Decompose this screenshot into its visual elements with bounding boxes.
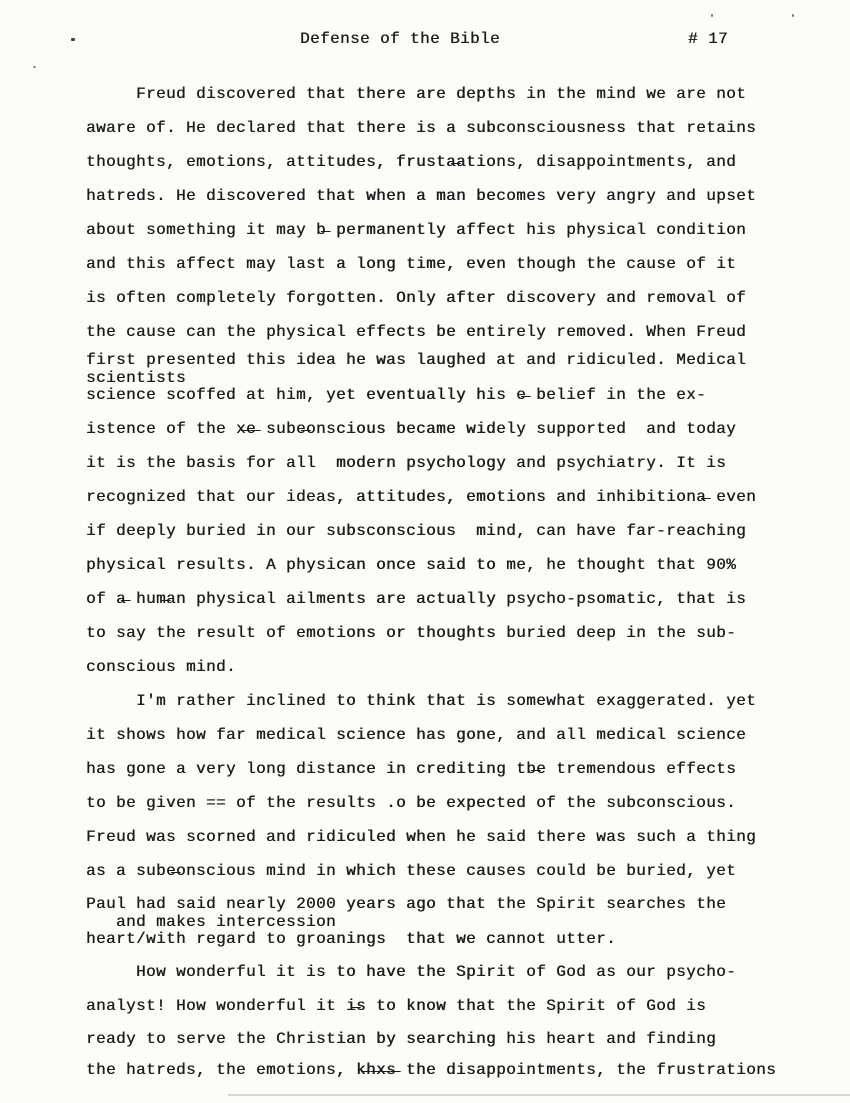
ink-speck	[33, 66, 36, 68]
text-line: science scoffed at him, yet eventually his e̶ belief in the ex-	[86, 386, 707, 404]
text-line: if deeply buried in our subsconscious mind, can have far-reaching	[86, 522, 747, 540]
text-line: Freud was scorned and ridiculed when he said there was such a thing	[86, 828, 757, 846]
text-line: as a sube̶onscious mind in which these causes could be buried, yet	[86, 862, 737, 880]
page-number: # 17	[688, 30, 729, 48]
text-line-insertion: scientists	[86, 369, 187, 387]
text-line: to say the result of emotions or thoughts buried deep in the sub-	[86, 624, 737, 642]
ink-speck	[71, 38, 75, 41]
text-line: and this affect may last a long time, even though the cause of it	[86, 255, 737, 273]
text-line: Paul had said nearly 2000 years ago that the Spirit searches the	[86, 895, 727, 913]
text-line: heart/with regard to groanings that we cannot utter.	[86, 930, 617, 948]
text-line: about something it may b̶ permanently affect his physical condition	[86, 221, 747, 239]
text-line: it is the basis for all modern psychology and psychiatry. It is	[86, 454, 727, 472]
text-line: of a̶ hum̶an physical ailments are actually psycho-psomatic, that is	[86, 590, 747, 608]
text-line: hatreds. He discovered that when a man becomes very angry and upset	[86, 187, 757, 205]
text-line: aware of. He declared that there is a subconsciousness that retains	[86, 119, 757, 137]
text-line: thoughts, emotions, attitudes, frusta̶ations, disappointments, and	[86, 153, 737, 171]
ink-speck	[792, 14, 794, 17]
text-line: ready to serve the Christian by searching his heart and finding	[86, 1030, 717, 1048]
text-line: the hatreds, the emotions, k̶h̶x̶s̶ the disappointments, the frustrations	[86, 1061, 777, 1079]
text-line: physical results. A physican once said to me, he thought that 90%	[86, 556, 737, 574]
document-title: Defense of the Bible	[300, 30, 501, 48]
text-line: How wonderful it is to have the Spirit of God as our psycho-	[86, 963, 737, 981]
text-line: recognized that our ideas, attitudes, emotions and inhibitiona̶ even	[86, 488, 757, 506]
text-line: I'm rather inclined to think that is somewhat exaggerated. yet	[86, 692, 757, 710]
page-edge-shadow	[228, 1094, 850, 1096]
text-line: analyst! How wonderful it i̶s to know that the Spirit of God is	[86, 997, 707, 1015]
text-line: istence of the x̶e̶ sube̶onscious became widely supported and today	[86, 420, 737, 438]
text-line: the cause can the physical effects be entirely removed. When Freud	[86, 323, 747, 341]
text-line: first presented this idea he was laughed at and ridiculed. Medical	[86, 351, 747, 369]
text-line: Freud discovered that there are depths in the mind we are not	[86, 85, 747, 103]
text-line: to be given == of the results .o be expected of the subconscious.	[86, 794, 737, 812]
text-line: conscious mind.	[86, 658, 237, 676]
text-line: it shows how far medical science has gone, and all medical science	[86, 726, 747, 744]
ink-speck	[711, 14, 713, 17]
text-line: is often completely forgotten. Only after discovery and removal of	[86, 289, 747, 307]
text-line: has gone a very long distance in crediting tb̶e tremendous effects	[86, 760, 737, 778]
text-line-insertion: and makes intercession	[86, 913, 337, 931]
